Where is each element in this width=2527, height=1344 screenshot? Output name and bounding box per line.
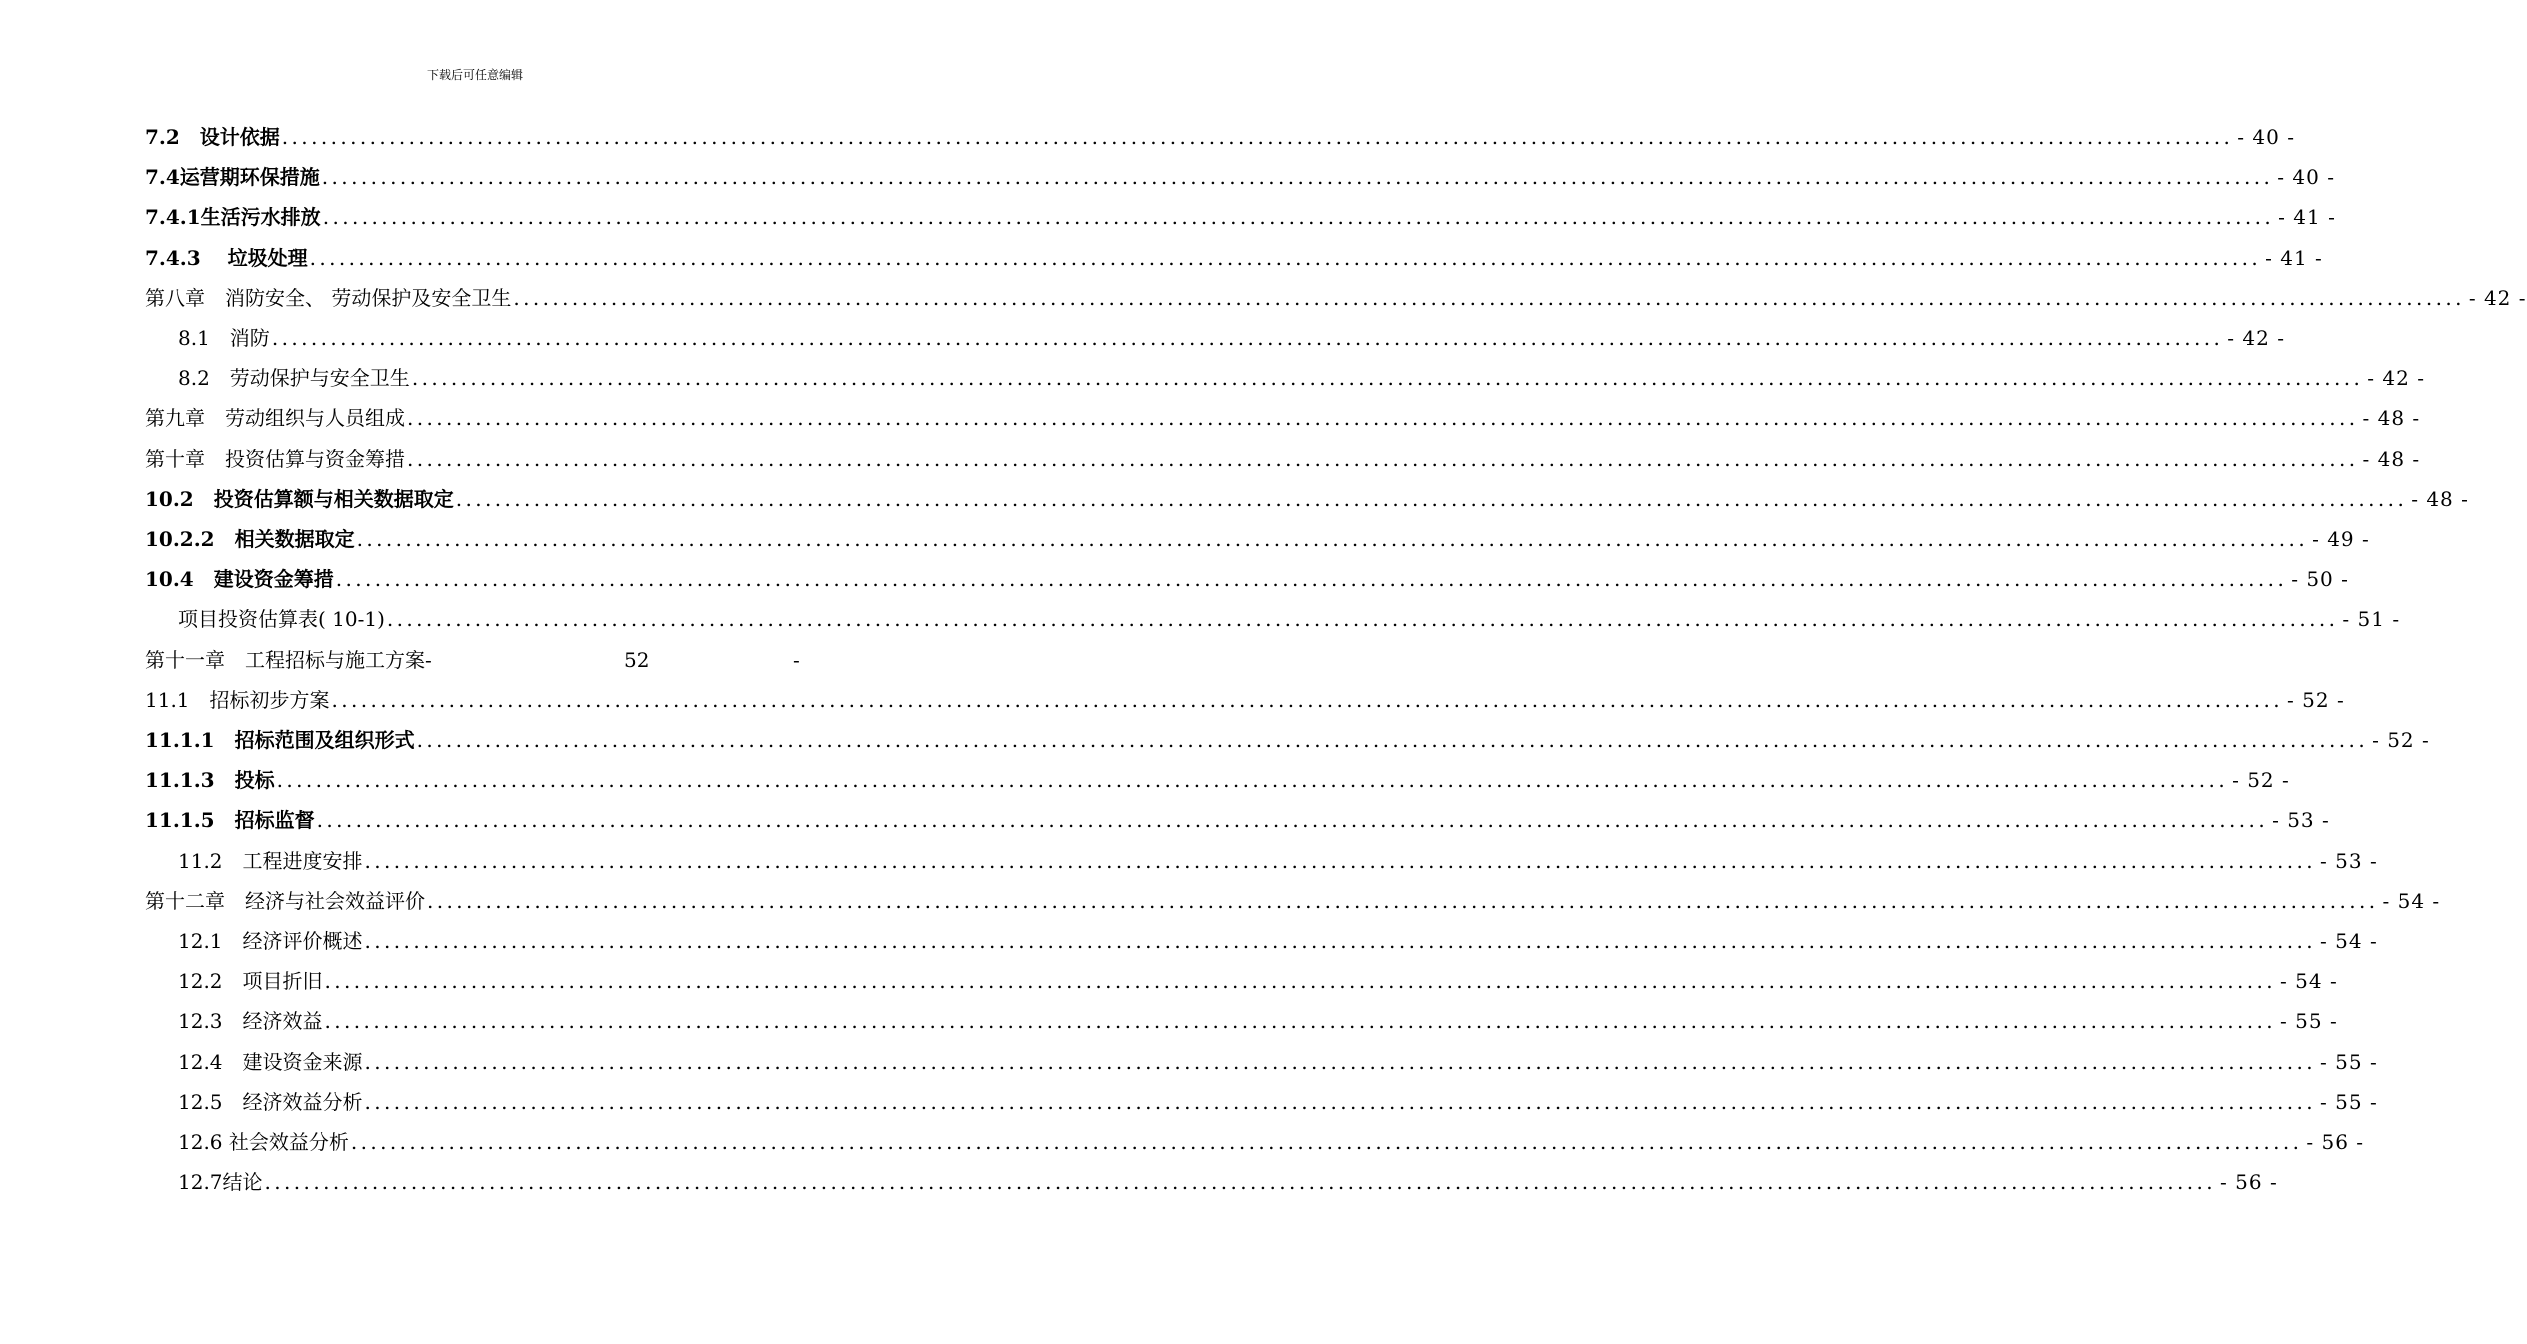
toc-entry-label: 10.2 投资估算额与相关数据取定: [145, 486, 454, 511]
toc-entry-label: 第十二章 经济与社会效益评价: [145, 888, 425, 913]
toc-entry[interactable]: [0, 961, 2338, 1001]
toc-entry-label: 10.4 建设资金筹措: [145, 567, 334, 592]
toc-entry[interactable]: [0, 117, 2295, 157]
toc-dot-leader: ........................................................................................................................................................................................................: [281, 125, 2234, 149]
toc-entry-page: - 40 -: [2277, 165, 2335, 190]
toc-entry-label: 第八章 消防安全、 劳动保护及安全卫生: [145, 285, 512, 310]
toc-entry-trail: -: [793, 647, 800, 672]
toc-entry-label: 8.1 消防: [178, 326, 270, 350]
toc-entry[interactable]: [0, 559, 2349, 599]
toc-entry-page: - 40 -: [2237, 125, 2295, 149]
toc-entry-label: 10.2.2 相关数据取定: [145, 527, 355, 551]
toc-entry-label: 12.4 建设资金来源: [178, 1049, 363, 1074]
toc-entry[interactable]: [0, 278, 2527, 318]
toc-dot-leader: ........................................................................................................................................................................................................: [350, 1130, 2303, 1154]
toc-entry-label: 11.1.5 招标监督: [145, 808, 315, 833]
toc-entry-label: 7.2 设计依据: [145, 125, 280, 149]
toc-entry-page: - 54 -: [2280, 969, 2338, 994]
toc-entry[interactable]: [0, 921, 2378, 961]
toc-entry-page: - 53 -: [2272, 808, 2330, 833]
toc-dot-leader: ........................................................................................................................................................................................................: [407, 406, 2359, 431]
toc-dot-leader: ........................................................................................................................................................................................................: [271, 326, 2224, 350]
toc-entry-page: - 52 -: [2232, 768, 2290, 793]
toc-entry-page: - 42 -: [2468, 285, 2527, 310]
toc-dot-leader: ........................................................................................................................................................................................................: [364, 1049, 2317, 1074]
toc-entry-page: - 42 -: [2227, 326, 2285, 350]
toc-entry-page: - 51 -: [2342, 607, 2401, 632]
toc-dot-leader: ........................................................................................................................................................................................................: [386, 607, 2339, 632]
toc-entry-label: 第十章 投资估算与资金筹措: [145, 446, 405, 471]
toc-entry-label: 12.2 项目折旧: [178, 969, 323, 994]
toc-entry-page: - 49 -: [2312, 527, 2370, 551]
toc-entry[interactable]: [0, 881, 2441, 921]
toc-dot-leader: ........................................................................................................................................................................................................: [411, 366, 2364, 391]
toc-entry[interactable]: [0, 680, 2345, 720]
toc-dot-leader: ........................................................................................................................................................................................................: [322, 205, 2275, 230]
toc-entry-page: - 52 -: [2372, 728, 2430, 752]
toc-dot-leader: ........................................................................................................................................................................................................: [455, 486, 2408, 511]
toc-entry-page: - 50 -: [2291, 567, 2349, 592]
toc-dot-leader: ........................................................................................................................................................................................................: [364, 1089, 2317, 1114]
toc-entry[interactable]: [0, 1122, 2365, 1162]
toc-entry-page: - 56 -: [2306, 1130, 2365, 1154]
toc-entry-page: - 55 -: [2320, 1049, 2378, 1074]
toc-entry[interactable]: [0, 358, 2425, 398]
toc-dot-leader: ........................................................................................................................................................................................................: [316, 808, 2269, 833]
toc-entry-page: - 53 -: [2320, 848, 2378, 873]
toc-dot-leader: ........................................................................................................................................................................................................: [264, 1170, 2217, 1195]
toc-dot-leader: ........................................................................................................................................................................................................: [364, 848, 2317, 873]
toc-dot-leader: ........................................................................................................................................................................................................: [321, 165, 2274, 190]
toc-entry-label: 11.1.1 招标范围及组织形式: [145, 728, 415, 752]
toc-entry[interactable]: [0, 157, 2335, 197]
toc-entry-label: 12.7结论: [178, 1170, 263, 1195]
toc-dot-leader: ........................................................................................................................................................................................................: [513, 285, 2465, 310]
toc-entry-page: - 52 -: [2287, 687, 2345, 712]
toc-entry-page: - 41 -: [2265, 245, 2323, 270]
toc-dot-leader: ........................................................................................................................................................................................................: [324, 969, 2277, 994]
toc-entry[interactable]: [0, 238, 2323, 278]
toc-dot-leader: ........................................................................................................................................................................................................: [407, 446, 2359, 471]
toc-entry[interactable]: [0, 197, 2336, 237]
toc-dot-leader: ........................................................................................................................................................................................................: [364, 929, 2317, 953]
toc-entry[interactable]: [0, 640, 950, 680]
toc-dot-leader: ........................................................................................................................................................................................................: [356, 527, 2309, 551]
toc-entry[interactable]: [0, 720, 2430, 760]
toc-dot-leader: ........................................................................................................................................................................................................: [276, 768, 2229, 793]
toc-dot-leader: ........................................................................................................................................................................................................: [416, 728, 2369, 752]
toc-entry[interactable]: [0, 398, 2421, 438]
toc-entry[interactable]: [0, 1162, 2278, 1202]
toc-dot-leader: ........................................................................................................................................................................................................: [335, 567, 2288, 592]
toc-entry-page: - 55 -: [2280, 1009, 2338, 1034]
toc-entry-label: 8.2 劳动保护与安全卫生: [178, 366, 410, 391]
toc-entry-label: 第十一章 工程招标与施工方案-: [145, 647, 432, 672]
toc-entry[interactable]: [0, 439, 2421, 479]
toc-entry-label: 7.4.3 垃圾处理: [145, 245, 308, 270]
toc-entry-page: - 48 -: [2362, 406, 2421, 431]
toc-entry-page: 52: [624, 647, 650, 672]
toc-dot-leader: ........................................................................................................................................................................................................: [324, 1009, 2277, 1034]
toc-entry-label: 12.3 经济效益: [178, 1009, 323, 1034]
page-header: 下载后可任意编辑: [426, 68, 523, 82]
toc-dot-leader: ........................................................................................................................................................................................................: [331, 687, 2284, 712]
toc-entry-page: - 55 -: [2320, 1089, 2378, 1114]
toc-entry-page: - 48 -: [2411, 486, 2469, 511]
toc-entry[interactable]: [0, 479, 2469, 519]
toc-dot-leader: ........................................................................................................................................................................................................: [309, 245, 2262, 270]
toc-entry-label: 12.5 经济效益分析: [178, 1089, 363, 1114]
toc-entry-page: - 42 -: [2367, 366, 2425, 391]
toc-entry-label: 11.2 工程进度安排: [178, 848, 363, 873]
toc-entry-page: - 54 -: [2320, 929, 2378, 953]
toc-entry-page: - 56 -: [2220, 1170, 2278, 1195]
toc-entry[interactable]: [0, 318, 2285, 358]
toc-entry-label: 11.1 招标初步方案: [145, 687, 330, 712]
toc-dot-leader: ........................................................................................................................................................................................................: [427, 888, 2379, 913]
toc-entry-page: - 41 -: [2278, 205, 2336, 230]
toc-entry-label: 7.4.1生活污水排放: [145, 205, 321, 230]
toc-entry-label: 第九章 劳动组织与人员组成: [145, 406, 405, 431]
toc-entry-label: 12.6 社会效益分析: [178, 1130, 349, 1154]
toc-entry[interactable]: [0, 760, 2290, 800]
toc-entry[interactable]: [0, 1042, 2378, 1082]
toc-entry[interactable]: [0, 519, 2370, 559]
toc-entry-page: - 48 -: [2362, 446, 2421, 471]
toc-entry-page: - 54 -: [2382, 888, 2441, 913]
toc-entry-label: 12.1 经济评价概述: [178, 929, 363, 953]
toc-entry[interactable]: [0, 599, 2401, 639]
toc-entry[interactable]: [0, 800, 2330, 840]
toc-entry-label: 项目投资估算表( 10-1): [178, 607, 385, 632]
toc-entry[interactable]: [0, 1001, 2338, 1041]
toc-entry-label: 7.4运营期环保措施: [145, 165, 320, 190]
toc-entry[interactable]: [0, 841, 2378, 881]
toc-entry-label: 11.1.3 投标: [145, 768, 275, 793]
toc-entry[interactable]: [0, 1082, 2378, 1122]
